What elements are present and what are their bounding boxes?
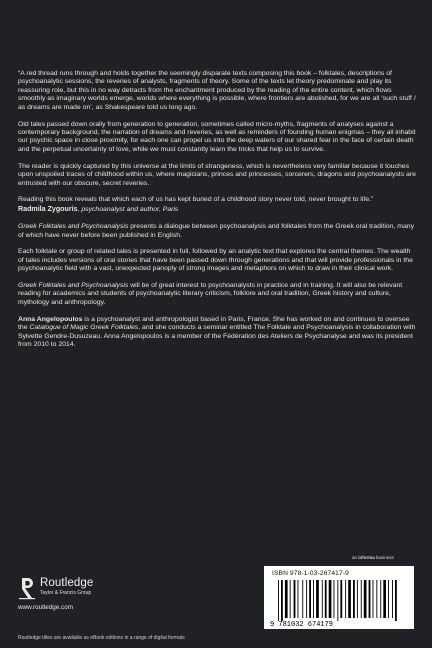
barcode-stripe — [357, 580, 358, 618]
isbn-barcode — [264, 566, 414, 629]
barcode-stripe — [313, 580, 314, 618]
barcode-icon — [264, 566, 414, 629]
barcode-stripe — [298, 580, 299, 618]
ebook-footnote: Routledge titles are available as eBook editions in a range of digital formats — [18, 635, 185, 641]
blurb-paragraph: Old tales passed down orally from generation to generation, sometimes called micro-myths, fragments of analyses against a contemporary background, the narration of dreams and reveries, as well as reminders of founding human enigmas – they all inhabit our psychic space in close proximity, for each one can propel us into the deep waters of our shared fear in the face of certain death and the perpetual uncertainty of love, while we must constantly learn the tricks that help us to survive. — [18, 120, 416, 153]
attribution-role: psychoanalyst and author, Paris — [81, 206, 179, 214]
barcode-stripe — [309, 580, 311, 618]
attribution-name: Radmila Zygouris — [18, 205, 78, 214]
barcode-stripe — [395, 580, 397, 621]
book-title-italic: Greek Folktales and Psychoanalysis — [18, 281, 129, 289]
barcode-stripe — [369, 580, 371, 618]
barcode-stripe — [329, 580, 332, 618]
description-text: presents a dialogue between psychoanalysis and folktales from the Greek oral tradition, many of which have never before been published in English. — [18, 223, 415, 239]
blurb-paragraph: Reading this book reveals that which each of us has kept buried of a childhood story never told, never brought to life.” — [18, 196, 374, 204]
barcode-stripe — [281, 580, 283, 621]
barcode-stripe — [361, 580, 362, 618]
barcode-stripe — [278, 580, 279, 621]
barcode-stripe — [383, 580, 386, 618]
publisher-block — [18, 576, 178, 626]
barcode-stripe — [322, 580, 323, 618]
barcode-stripe — [294, 580, 296, 618]
barcode-stripe — [302, 580, 303, 618]
barcode-stripe — [348, 580, 351, 618]
publisher-subtitle: Taylor & Francis Group — [40, 590, 92, 596]
barcode-stripe — [380, 580, 381, 618]
barcode-stripe — [340, 580, 342, 618]
barcode-stripe — [290, 580, 291, 618]
description-text: will be of great interest to psychoanalysts in practice and in training. It will also be relevant reading for academics and students of psychoanalytic literary criticism, folklore and oral tradition, Greek history and culture, mythology and anthropology. — [18, 281, 403, 306]
informa-brand: informa — [358, 555, 375, 560]
routledge-logo-icon — [18, 576, 36, 600]
barcode-stripe — [337, 580, 338, 621]
publisher-name: Routledge — [40, 577, 94, 589]
informa-prefix: an — [352, 555, 359, 560]
barcode-stripe — [392, 580, 393, 618]
bio-text: is a psychoanalyst and anthropologist based in Paris, France. She has worked on and continues to oversee the — [18, 315, 410, 332]
bio-text: , and she conducts a seminar entitled The Folktale and Psychoanalysis in collaboration with Sylvette Gendre-Dusuzeau. Anna Angelopoulos is a member of the Fédération des Ateliers de Psychanalyse and was its president from 2010 to 2014. — [18, 324, 416, 348]
informa-suffix: business — [374, 555, 394, 560]
barcode-stripe — [316, 580, 319, 618]
author-name: Anna Angelopoulos — [18, 315, 83, 323]
barcode-stripe — [345, 580, 346, 618]
quote-attribution: Radmila Zygouris, psychoanalyst and author, Paris — [18, 205, 179, 214]
description-paragraph: Each folktale or group of related tales is presented in full, followed by an analytic text that explores the central themes. The wealth of tales includes versions of oral stories that have been passed down through generations and that will provide professionals in the psychoanalytic field with a vast, unexpected panoply of strong images and metaphors on which to draw in their clinical work. — [18, 248, 413, 273]
blurb-paragraph: “A red thread runs through and holds together the seemingly disparate texts composing this book – folktales, descriptions of psychoanalytic sessions, the reveries of analysts, fragments of theory. Some of the texts let theory predominate and play its reassuring role, but this in no way detracts from the enchantment produced by the reading of the entire content, which flows smoothly as imaginary worlds emerge, worlds where everything is possible, where frontiers are abolished, for we are all ‘such stuff / as dreams are made on’, as Shakespeare told us long ago. — [18, 70, 416, 111]
blurb-paragraph: The reader is quickly captured by this universe at the limits of strangeness, which is nevertheless very familiar because it touches upon unspoiled traces of childhood within us, where magicians, princes and princesses, sorcerers, dragons and psychoanalysts are entrusted with our obscure, secret reveries. — [18, 162, 416, 187]
barcode-stripe — [285, 580, 288, 618]
barcode-stripe — [334, 580, 335, 618]
barcode-stripe — [388, 580, 389, 618]
book-title-italic: Greek Folktales and Psychoanalysis — [18, 223, 129, 231]
publisher-url: www.routledge.com — [18, 604, 73, 611]
barcode-stripe — [353, 580, 355, 618]
description-paragraph — [18, 223, 416, 240]
author-bio — [18, 316, 416, 350]
barcode-stripe — [364, 580, 367, 618]
catalogue-title: Catalogue of Magic Greek Folktales — [29, 324, 139, 332]
informa-business-label — [352, 555, 394, 560]
barcode-stripe — [306, 580, 307, 618]
barcode-digits: 9 781032 674179 — [270, 621, 334, 629]
isbn-number: ISBN 978-1-03-267417-9 — [272, 570, 349, 577]
blurb-text-block — [18, 70, 416, 358]
barcode-stripe — [376, 580, 377, 618]
barcode-stripe — [373, 580, 374, 618]
barcode-stripe — [325, 580, 327, 618]
description-paragraph — [18, 282, 416, 307]
